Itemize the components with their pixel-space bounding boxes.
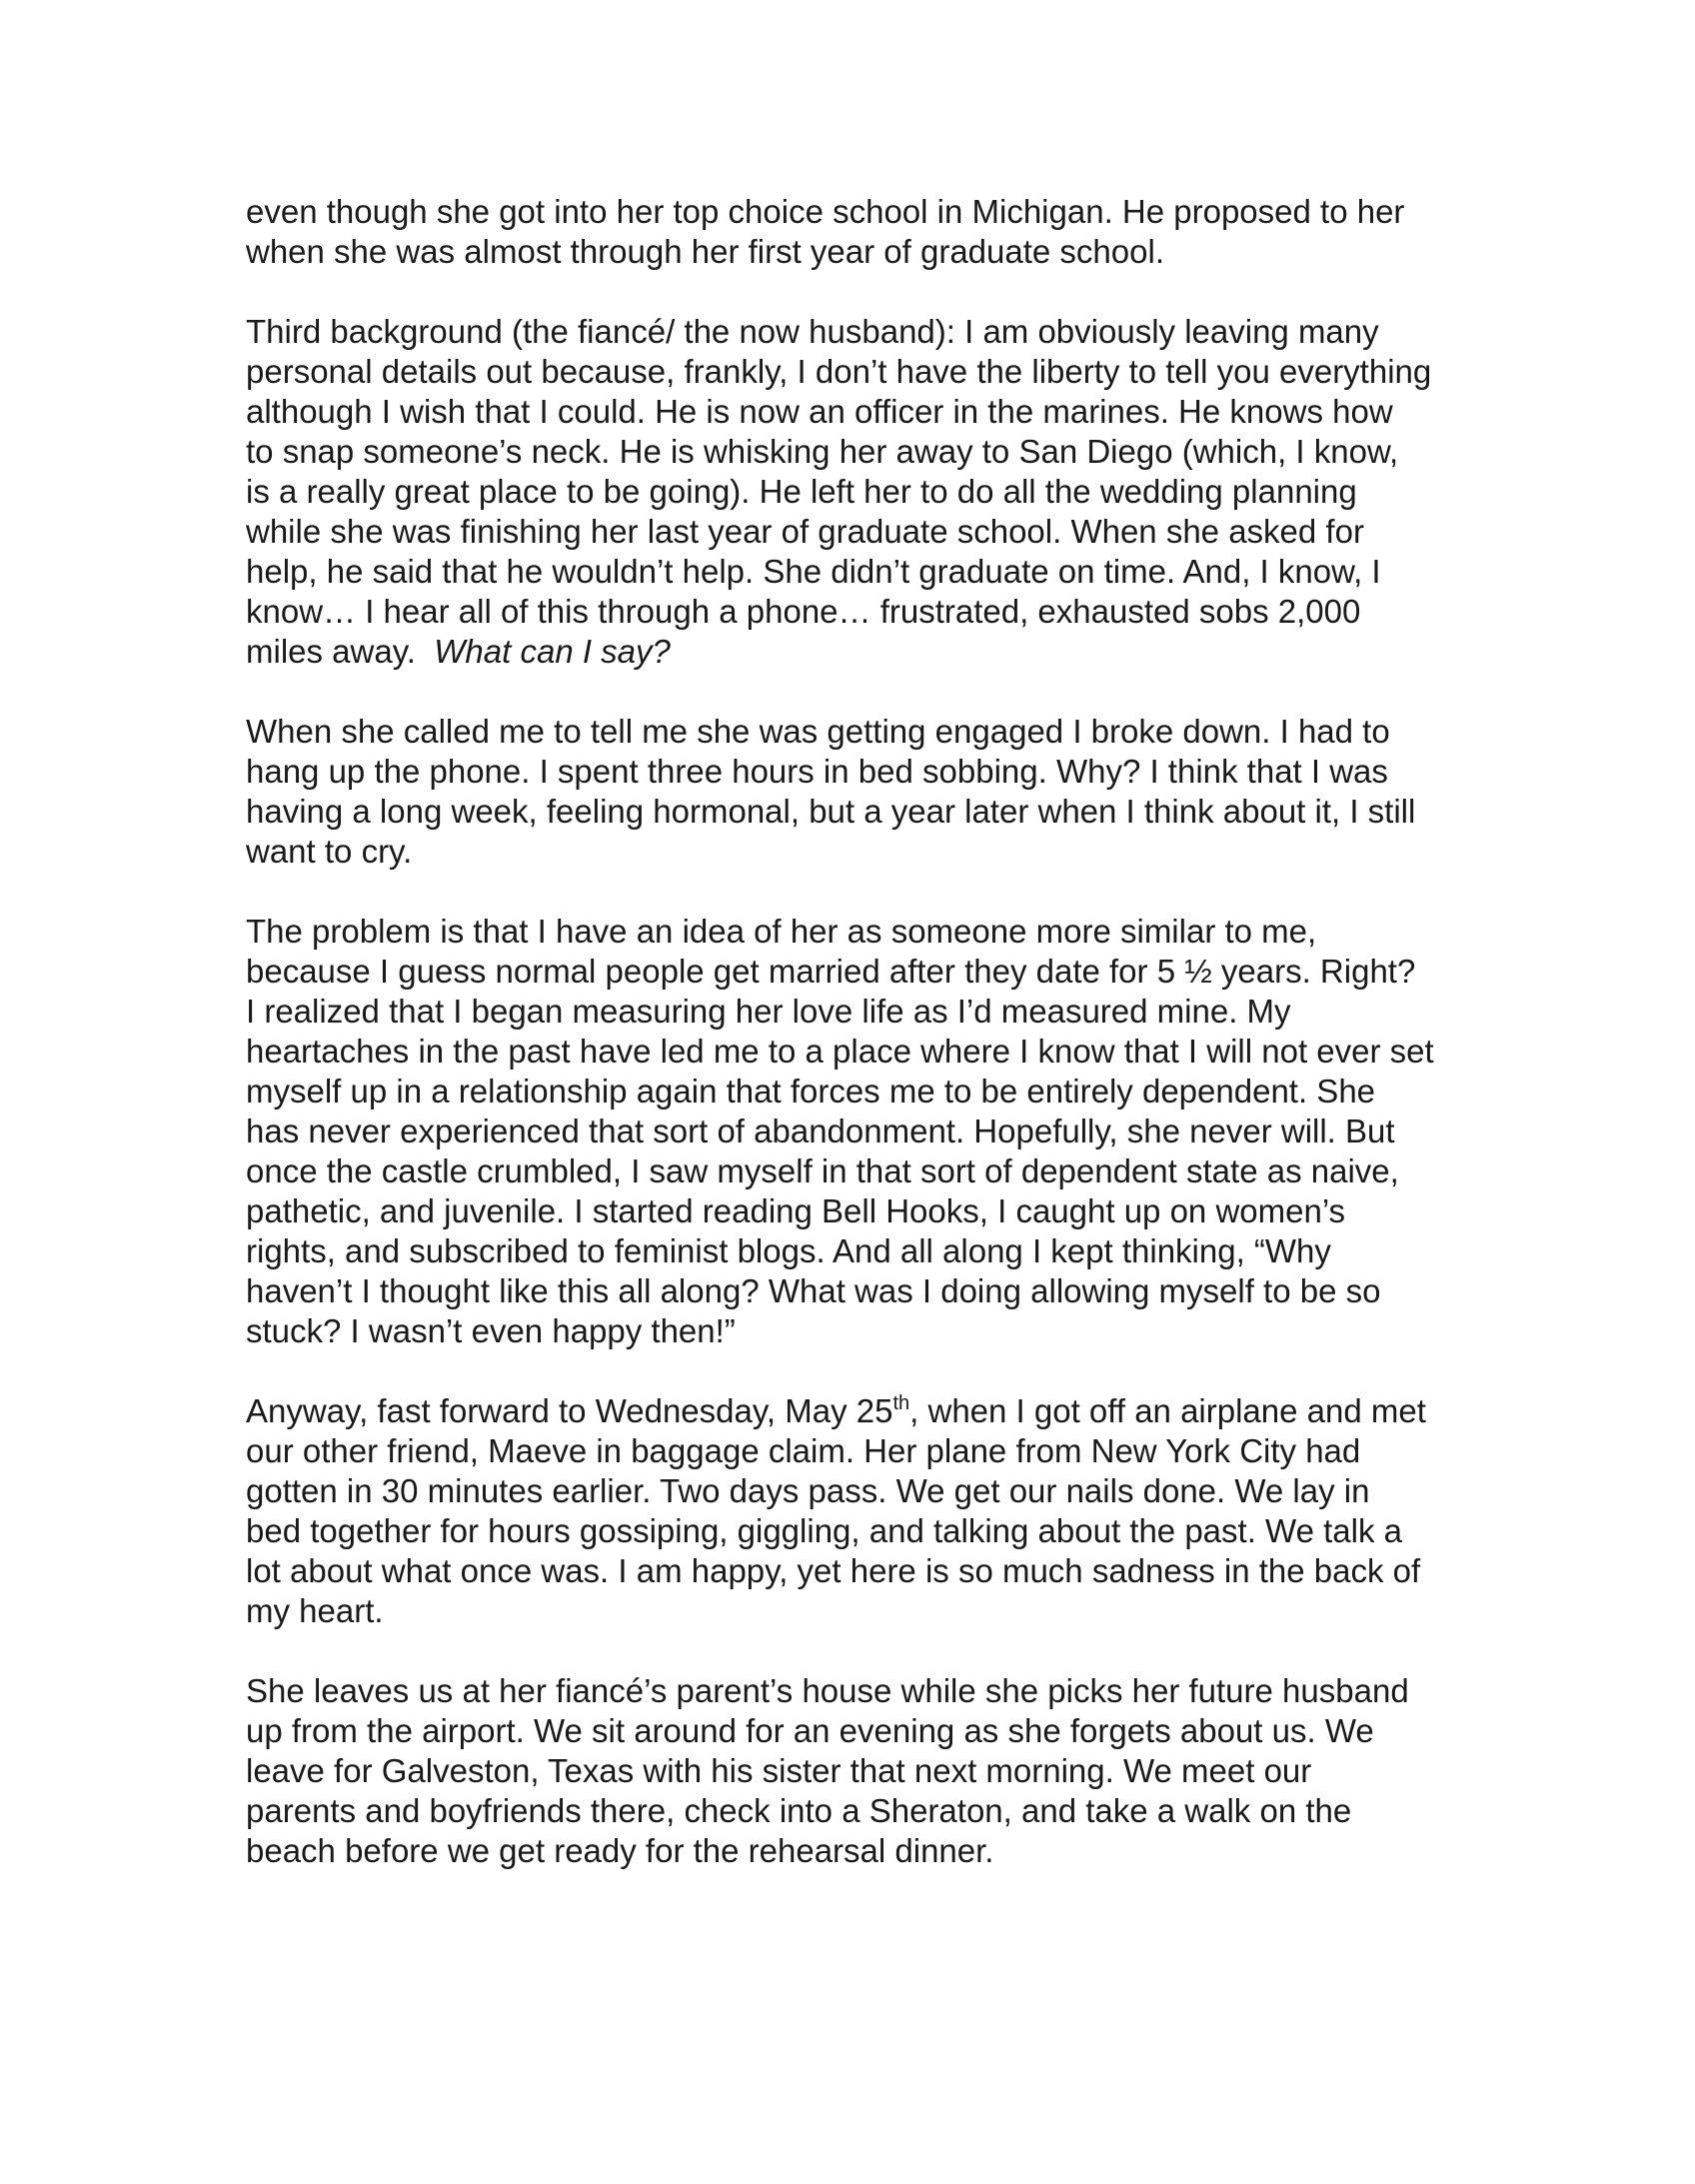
text-run: miles away. (246, 633, 435, 670)
text-line: She leaves us at her fiancé’s parent’s house while she picks her future husband (246, 1672, 1409, 1709)
text-line: is a really great place to be going). He left her to do all the wedding planning (246, 473, 1357, 510)
text-line: want to cry. (246, 833, 413, 870)
text-line: haven’t I thought like this all along? What was I doing allowing myself to be so (246, 1272, 1381, 1309)
text-line: hang up the phone. I spent three hours in bed sobbing. Why? I think that I was (246, 753, 1388, 790)
text-run: Anyway, fast forward to Wednesday, May 25 (246, 1392, 893, 1429)
paragraph-2 (246, 312, 1485, 672)
text-line (246, 1391, 1485, 1431)
text-line: up from the airport. We sit around for an evening as she forgets about us. We (246, 1712, 1374, 1749)
text-line: having a long week, feeling hormonal, but a year later when I think about it, I still (246, 793, 1416, 830)
text-line: myself up in a relationship again that forces me to be entirely dependent. She (246, 1073, 1376, 1109)
text-line: Third background (the fiancé/ the now husband): I am obviously leaving many (246, 313, 1379, 350)
text-line: rights, and subscribed to feminist blogs. And all along I kept thinking, “Why (246, 1232, 1331, 1269)
text-line: to snap someone’s neck. He is whisking her away to San Diego (which, I know, (246, 433, 1399, 470)
paragraph-3 (246, 712, 1485, 872)
text-line: because I guess normal people get married after they date for 5 ½ years. Right? (246, 953, 1416, 990)
text-line: parents and boyfriends there, check into a Sheraton, and take a walk on the (246, 1792, 1352, 1829)
text-run: , when I got off an airplane and met (909, 1392, 1426, 1429)
paragraph-1 (246, 192, 1485, 272)
text-line: our other friend, Maeve in baggage claim. Her plane from New York City had (246, 1432, 1361, 1469)
italic-question: What can I say? (434, 633, 671, 670)
text-line (246, 632, 1485, 672)
text-line: beach before we get ready for the rehearsal dinner. (246, 1832, 994, 1869)
text-line: while she was finishing her last year of graduate school. When she asked for (246, 513, 1364, 550)
text-line: my heart. (246, 1592, 384, 1629)
text-line: heartaches in the past have led me to a place where I know that I will not ever set (246, 1033, 1434, 1070)
text-line: although I wish that I could. He is now an officer in the marines. He knows how (246, 393, 1393, 430)
text-line: leave for Galveston, Texas with his sister that next morning. We meet our (246, 1752, 1312, 1789)
paragraph-5 (246, 1391, 1485, 1631)
text-line: has never experienced that sort of abandonment. Hopefully, she never will. But (246, 1112, 1395, 1149)
text-line: pathetic, and juvenile. I started reading Bell Hooks, I caught up on women’s (246, 1192, 1346, 1229)
text-line: when she was almost through her first year of graduate school. (246, 233, 1164, 270)
paragraph-6 (246, 1671, 1485, 1871)
text-line: even though she got into her top choice school in Michigan. He proposed to her (246, 193, 1405, 230)
text-line: gotten in 30 minutes earlier. Two days pass. We get our nails done. We lay in (246, 1472, 1370, 1509)
text-line: know… I hear all of this through a phone… frustrated, exhausted sobs 2,000 (246, 593, 1361, 630)
text-line: stuck? I wasn’t even happy then!” (246, 1312, 736, 1349)
text-line: I realized that I began measuring her love life as I’d measured mine. My (246, 993, 1291, 1030)
paragraph-4 (246, 912, 1485, 1351)
document-page (246, 192, 1485, 1911)
text-line: help, he said that he wouldn’t help. She didn’t graduate on time. And, I know, I (246, 553, 1381, 590)
text-line: personal details out because, frankly, I don’t have the liberty to tell you everything (246, 353, 1432, 390)
text-line: The problem is that I have an idea of her as someone more similar to me, (246, 913, 1317, 950)
ordinal-suffix: th (892, 1392, 910, 1414)
text-line: once the castle crumbled, I saw myself in that sort of dependent state as naive, (246, 1152, 1399, 1189)
text-line: bed together for hours gossiping, giggling, and talking about the past. We talk a (246, 1512, 1402, 1549)
text-line: When she called me to tell me she was getting engaged I broke down. I had to (246, 713, 1390, 750)
text-line: lot about what once was. I am happy, yet here is so much sadness in the back of (246, 1552, 1421, 1589)
